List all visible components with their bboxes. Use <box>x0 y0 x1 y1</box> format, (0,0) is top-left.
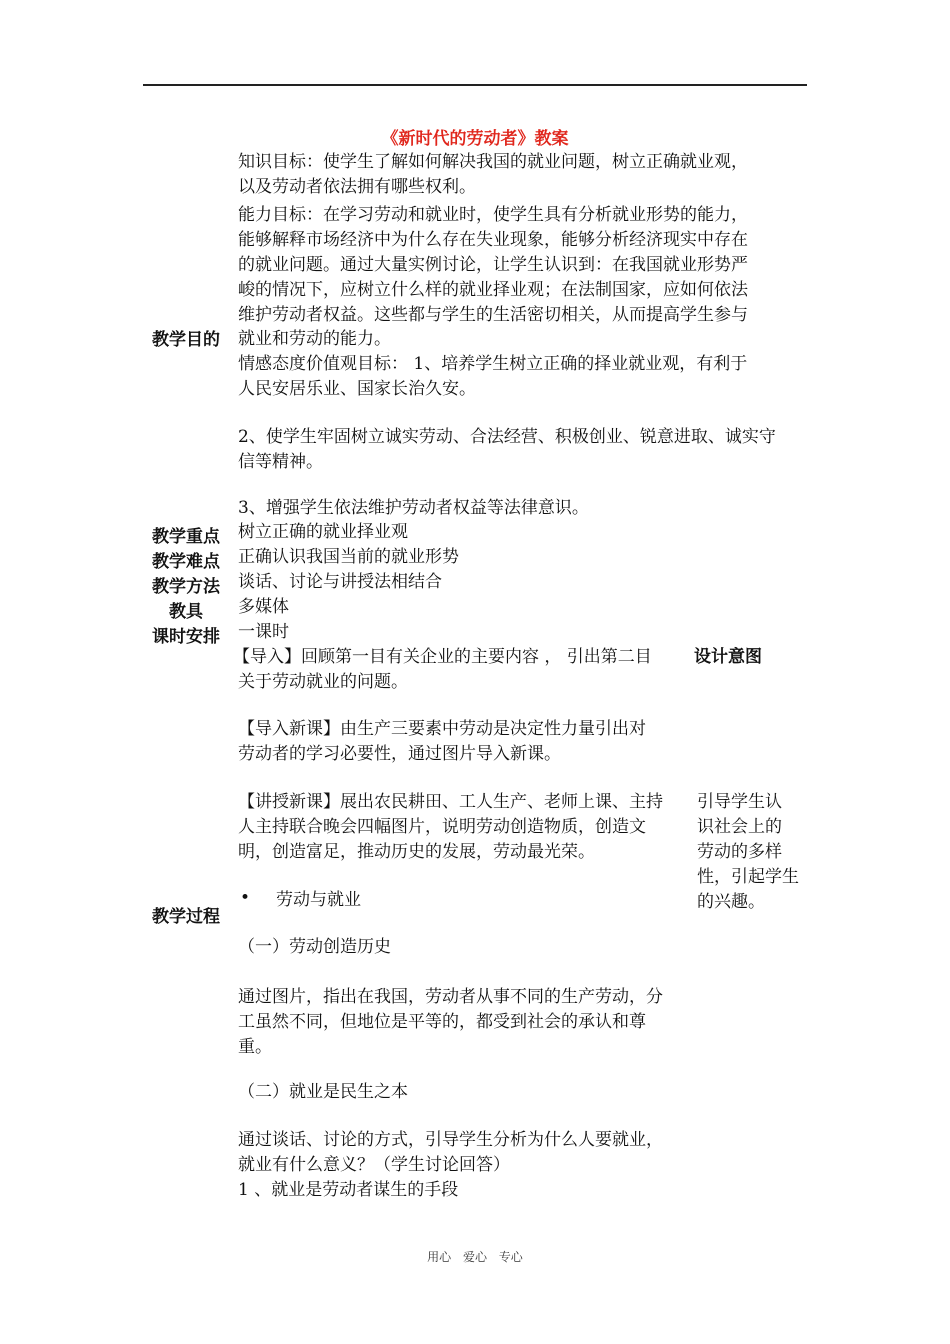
point2-line-2: 信等精神。 <box>238 452 323 472</box>
new-lesson-line-2: 劳动者的学习必要性，通过图片导入新课。 <box>238 744 561 764</box>
intro-text: 回顾第一目有关企业的主要内容 ， 引出第二目 <box>301 647 652 667</box>
section-title: 劳动与就业 <box>276 890 361 910</box>
schedule-value: 一课时 <box>238 622 289 642</box>
key-point-label: 教学重点 <box>152 527 220 547</box>
point1-line: 1 、就业是劳动者谋生的手段 <box>238 1180 459 1200</box>
process-label: 教学过程 <box>152 907 220 927</box>
key-point-value: 树立正确的就业择业观 <box>238 522 408 542</box>
document-title: 《新时代的劳动者》教案 <box>381 129 569 149</box>
point3-line: 3、增强学生依法维护劳动者权益等法律意识。 <box>238 498 589 518</box>
sub2-line-2: 就业有什么意义？（学生讨论回答） <box>238 1155 510 1175</box>
ability-line-3: 的就业问题。通过大量实例讨论，让学生认识到：在我国就业形势严 <box>238 255 748 275</box>
header-rule <box>143 84 807 86</box>
intro-line-1 <box>233 645 652 670</box>
tools-value: 多媒体 <box>238 597 289 617</box>
tools-label: 教具 <box>169 602 203 622</box>
side-note-line-5: 的兴趣。 <box>697 892 765 912</box>
knowledge-line-2: 以及劳动者依法拥有哪些权利。 <box>238 177 476 197</box>
subsection-2-title: （二）就业是民生之本 <box>238 1082 408 1102</box>
method-value: 谈话、讨论与讲授法相结合 <box>238 572 442 592</box>
lecture-line-3: 明，创造富足，推动历史的发展，劳动最光荣。 <box>238 842 595 862</box>
sub1-line-3: 重。 <box>238 1037 272 1057</box>
sub1-line-1: 通过图片，指出在我国，劳动者从事不同的生产劳动，分 <box>238 987 663 1007</box>
ability-line-5: 维护劳动者权益。这些都与学生的生活密切相关，从而提高学生参与 <box>238 305 748 325</box>
bullet-icon: • <box>240 888 251 908</box>
ability-line-6: 就业和劳动的能力。 <box>238 329 391 349</box>
point2-line-1: 2、使学生牢固树立诚实劳动、合法经营、积极创业、锐意进取、诚实守 <box>238 427 776 447</box>
intro-tag: 【导入】 <box>233 647 301 667</box>
emotion-line-1: 情感态度价值观目标： 1、培养学生树立正确的择业就业观，有利于 <box>238 354 748 374</box>
difficulty-label: 教学难点 <box>152 552 220 572</box>
ability-line-4: 峻的情况下，应树立什么样的就业择业观；在法制国家，应如何依法 <box>238 280 748 300</box>
knowledge-line-1: 知识目标：使学生了解如何解决我国的就业问题，树立正确就业观， <box>238 152 748 172</box>
objectives-label: 教学目的 <box>152 330 220 350</box>
new-lesson-line-1: 【导入新课】由生产三要素中劳动是决定性力量引出对 <box>238 719 646 739</box>
schedule-label: 课时安排 <box>152 627 220 647</box>
difficulty-value: 正确认识我国当前的就业形势 <box>238 547 459 567</box>
method-label: 教学方法 <box>152 577 220 597</box>
lecture-line-1: 【讲授新课】展出农民耕田、工人生产、老师上课、主持 <box>238 792 663 812</box>
sub2-line-1: 通过谈话、讨论的方式，引导学生分析为什么人要就业， <box>238 1130 663 1150</box>
side-note-line-2: 识社会上的 <box>697 817 782 837</box>
side-note-line-1: 引导学生认 <box>697 792 782 812</box>
ability-line-2: 能够解释市场经济中为什么存在失业现象，能够分析经济现实中存在 <box>238 230 748 250</box>
emotion-line-2: 人民安居乐业、国家长治久安。 <box>238 379 476 399</box>
page-footer: 用心 爱心 专心 <box>427 1250 523 1264</box>
sub1-line-2: 工虽然不同，但地位是平等的，都受到社会的承认和尊 <box>238 1012 646 1032</box>
design-intent-label: 设计意图 <box>694 647 762 667</box>
ability-line-1: 能力目标：在学习劳动和就业时，使学生具有分析就业形势的能力， <box>238 205 748 225</box>
subsection-1-title: （一）劳动创造历史 <box>238 937 391 957</box>
side-note-line-3: 劳动的多样 <box>697 842 782 862</box>
intro-line-2: 关于劳动就业的问题。 <box>238 672 408 692</box>
lecture-line-2: 人主持联合晚会四幅图片，说明劳动创造物质，创造文 <box>238 817 646 837</box>
side-note-line-4: 性，引起学生 <box>697 867 799 887</box>
